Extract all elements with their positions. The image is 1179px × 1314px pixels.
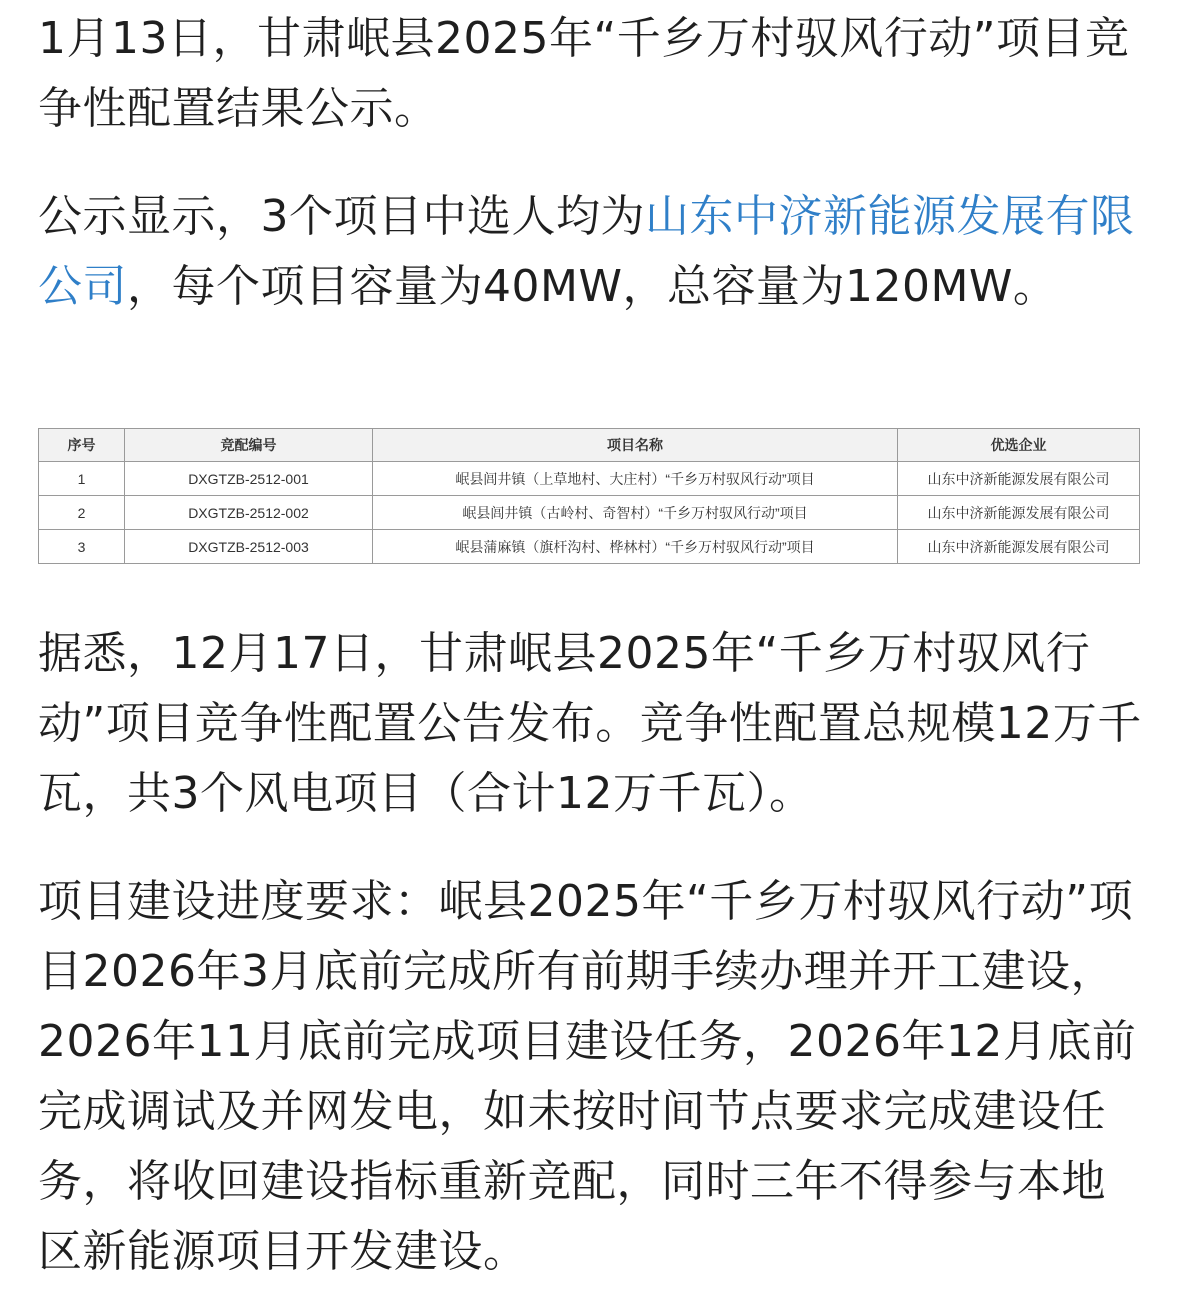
cell-serial: 3: [39, 530, 125, 564]
header-project-name: 项目名称: [373, 429, 898, 462]
table-row: [39, 462, 1140, 496]
winner-text-prefix: 公示显示，3个项目中选人均为: [38, 191, 645, 242]
result-table: [38, 428, 1140, 564]
winner-paragraph: [38, 182, 1142, 322]
cell-selected-company: 山东中济新能源发展有限公司: [898, 496, 1140, 530]
table-header-row: [39, 429, 1140, 462]
cell-bid-number: DXGTZB-2512-001: [125, 462, 373, 496]
table-row: [39, 496, 1140, 530]
cell-serial: 1: [39, 462, 125, 496]
header-selected-company: 优选企业: [898, 429, 1140, 462]
cell-serial: 2: [39, 496, 125, 530]
table-row: [39, 530, 1140, 564]
company-link[interactable]: 山东中济新能源发展有限公司: [38, 191, 1135, 312]
cell-selected-company: 山东中济新能源发展有限公司: [898, 530, 1140, 564]
result-table-image[interactable]: [38, 428, 1139, 564]
cell-project-name: 岷县闾井镇（古岭村、奇智村）“千乡万村驭风行动”项目: [373, 496, 898, 530]
cell-project-name: 岷县蒲麻镇（旗杆沟村、桦林村）“千乡万村驭风行动”项目: [373, 530, 898, 564]
schedule-paragraph: 项目建设进度要求：岷县2025年“千乡万村驭风行动”项目2026年3月底前完成所有前期手续办理并开工建设，2026年11月底前完成项目建设任务，2026年12月底前完成调试及并网发电，如未按时间节点要求完成建设任务，将收回建设指标重新竞配，同时三年不得参与本地区新能源项目开发建设。: [38, 876, 1137, 1277]
cell-selected-company: 山东中济新能源发展有限公司: [898, 462, 1140, 496]
cell-project-name: 岷县闾井镇（上草地村、大庄村）“千乡万村驭风行动”项目: [373, 462, 898, 496]
cell-bid-number: DXGTZB-2512-002: [125, 496, 373, 530]
background-paragraph: 据悉，12月17日，甘肃岷县2025年“千乡万村驭风行动”项目竞争性配置公告发布。竞争性配置总规模12万千瓦，共3个风电项目（合计12万千瓦）。: [38, 628, 1142, 819]
header-serial: 序号: [39, 429, 125, 462]
header-bid-number: 竞配编号: [125, 429, 373, 462]
winner-text-suffix: ，每个项目容量为40MW，总容量为120MW。: [127, 261, 1058, 312]
cell-bid-number: DXGTZB-2512-003: [125, 530, 373, 564]
announcement-paragraph: 1月13日，甘肃岷县2025年“千乡万村驭风行动”项目竞争性配置结果公示。: [38, 13, 1130, 134]
